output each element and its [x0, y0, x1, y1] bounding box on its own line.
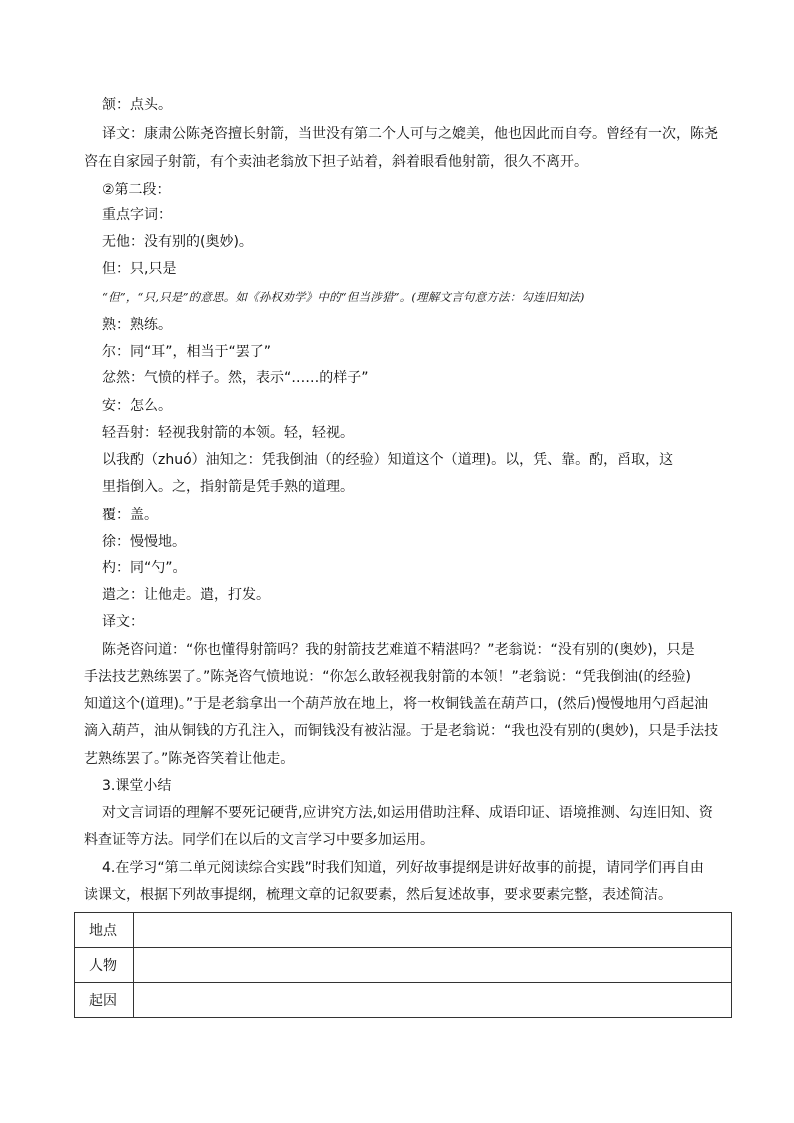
text-line: 但：只,只是 — [102, 261, 177, 277]
section-heading: 3.课堂小结 — [102, 778, 172, 794]
text-line: 安：怎么。 — [102, 398, 172, 414]
table-row — [75, 913, 732, 948]
text-line: 颔：点头。 — [102, 97, 172, 113]
text-line: 杓：同“勺”。 — [102, 560, 187, 576]
text-line: 里指倒入。之，指射箭是凭手熟的道理。 — [102, 479, 354, 495]
table-cell-blank — [134, 913, 732, 948]
table-cell-label: 人物 — [75, 948, 134, 983]
text-line: 轻吾射：轻视我射箭的本领。轻，轻视。 — [102, 425, 354, 441]
text-line: 料查证等方法。同学们在以后的文言学习中要多加运用。 — [84, 832, 434, 848]
table-cell-label: 起因 — [75, 983, 134, 1018]
section-heading: ②第二段： — [102, 182, 171, 198]
story-outline-table — [74, 912, 732, 1018]
table-cell-blank — [134, 948, 732, 983]
text-line: 熟：熟练。 — [102, 317, 172, 333]
table-row — [75, 948, 732, 983]
text-line: 滴入葫芦，油从铜钱的方孔注入，而铜钱没有被沾湿。于是老翁说：“我也没有别的(奥妙)，只是手法技 — [84, 723, 719, 739]
text-line: 译文：康肃公陈尧咨擅长射箭，当世没有第二个人可与之媲美，他也因此而自夸。曾经有一次，陈尧 — [102, 126, 718, 142]
table-cell-label: 地点 — [75, 913, 134, 948]
text-line: 重点字词： — [102, 207, 172, 223]
text-line: 知道这个(道理)。”于是老翁拿出一个葫芦放在地上，将一枚铜钱盖在葫芦口，(然后)慢慢地用勺舀起油 — [84, 696, 709, 712]
text-line: 陈尧咨问道：“你也懂得射箭吗？我的射箭技艺难道不精湛吗？”老翁说：“没有别的(奥妙)，只是 — [102, 642, 695, 658]
text-line: 对文言词语的理解不要死记硬背,应讲究方法,如运用借助注释、成语印证、语境推测、勾连旧知、资 — [102, 805, 713, 821]
text-line: 读课文，根据下列故事提纲，梳理文章的记叙要素，然后复述故事，要求要素完整，表述简洁。 — [84, 887, 672, 903]
text-line: 覆：盖。 — [102, 507, 158, 523]
text-line: 遣之：让他走。遣，打发。 — [102, 587, 270, 603]
text-line: 忿然：气愤的样子。然，表示“……的样子” — [102, 370, 369, 386]
text-line: 艺熟练罢了。”陈尧咨笑着让他走。 — [84, 751, 295, 767]
text-line: 译文： — [102, 614, 144, 630]
text-line: 无他：没有别的(奥妙)。 — [102, 234, 253, 250]
text-line: 4.在学习“第二单元阅读综合实践”时我们知道，列好故事提纲是讲好故事的前提，请同学们再自由 — [102, 860, 704, 876]
text-line: 徐：慢慢地。 — [102, 534, 186, 550]
text-line: 以我酌（zhuó）油知之：凭我倒油（的经验）知道这个（道理)。以，凭、靠。酌，舀取，这 — [102, 452, 674, 468]
text-line: 咨在自家园子射箭，有个卖油老翁放下担子站着，斜着眼看他射箭，很久不离开。 — [84, 154, 588, 170]
text-line: 尔：同“耳”，相当于“罢了” — [102, 344, 272, 360]
text-line-note: “但”，“只,只是”的意思。如《孙权劝学》中的“但当涉猎”。(理解文言句意方法：勾连旧知法) — [102, 290, 585, 304]
text-line: 手法技艺熟练罢了。”陈尧咨气愤地说：“你怎么敢轻视我射箭的本领！”老翁说：“凭我倒油(的经验) — [84, 669, 691, 685]
table-cell-blank — [134, 983, 732, 1018]
table-row — [75, 983, 732, 1018]
